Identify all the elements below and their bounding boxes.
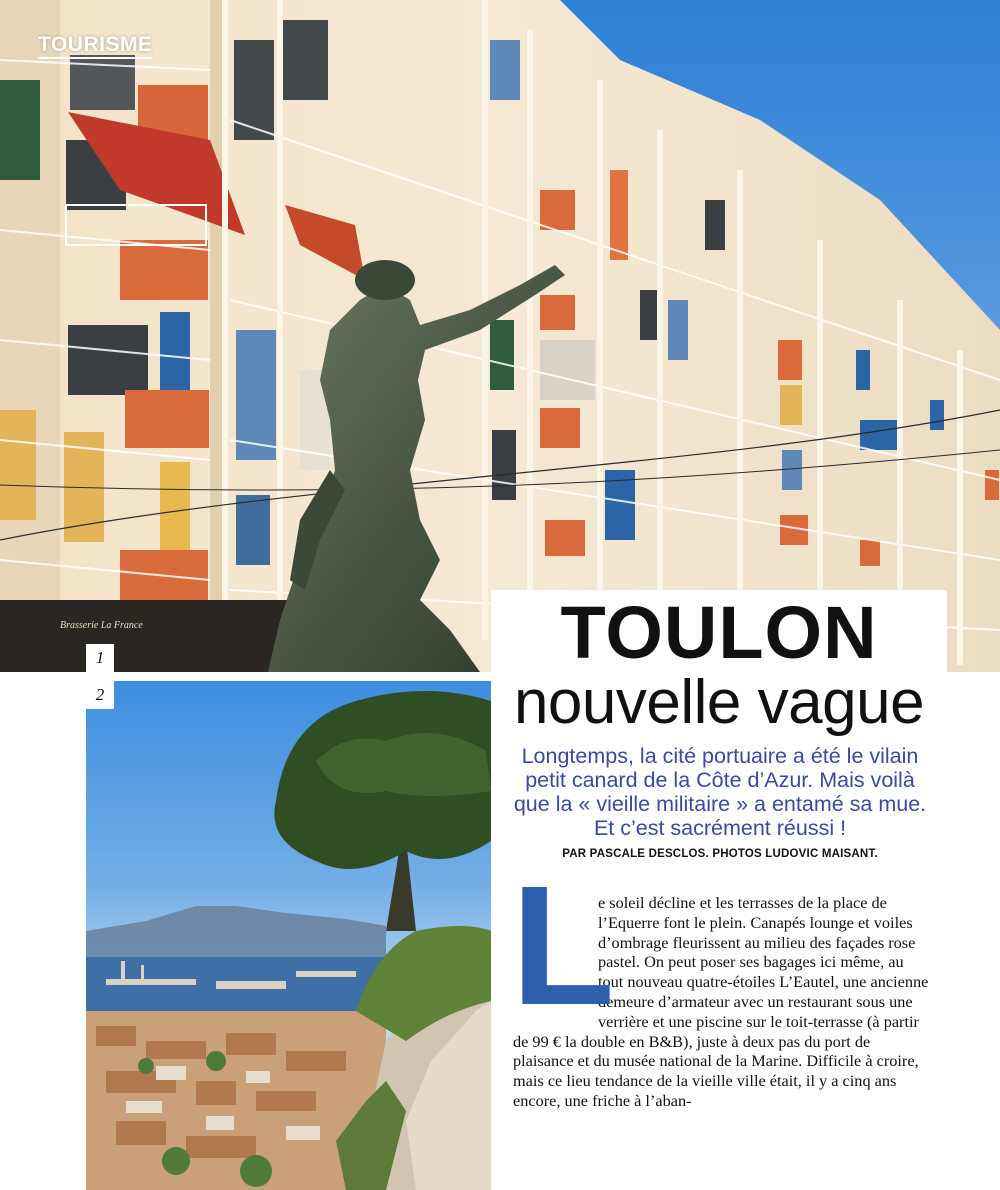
photo-number-1: 1 — [86, 644, 114, 672]
shop-signage: Brasserie La France — [60, 620, 143, 631]
harbour-illustration — [86, 681, 491, 1190]
article-subtitle: nouvelle vague — [513, 668, 925, 737]
section-label: TOURISME — [38, 34, 152, 59]
article-title: TOULON — [560, 591, 878, 674]
body-text: e soleil décline et les terrasses de la place de l’Equerre font le plein. Canapés lounge et voiles d’ombrage fleurissent au milieu des façades rose pastel. On peut poser ses bagages ici même, au tout nouveau quatre-étoiles L’Eautel, une ancienne demeure d’armateur avec un restaurant sous une verrière et une piscine sur le toit-terrasse (à partir de 99 € la double en B&B), juste à deux pas du port de plaisance et du musée national de la Marine. Difficile à croire, mais ce lieu tendance de la vieille ville était, il y a cinq ans encore, une friche à l’aban- — [513, 893, 929, 1110]
drop-cap — [511, 851, 615, 1041]
article-byline: PAR PASCALE DESCLOS. PHOTOS LUDOVIC MAISANT. — [562, 848, 878, 860]
photo-number-2: 2 — [86, 681, 114, 709]
photo-2-toulon-harbour-view — [86, 681, 491, 1190]
article-lede: Longtemps, la cité portuaire a été le vilain petit canard de la Côte d’Azur. Mais voilà que la « vieille militaire » a entamé sa mue. Et c’est sacrément réussi ! — [513, 744, 927, 840]
drop-cap-letter: L — [511, 851, 615, 1041]
